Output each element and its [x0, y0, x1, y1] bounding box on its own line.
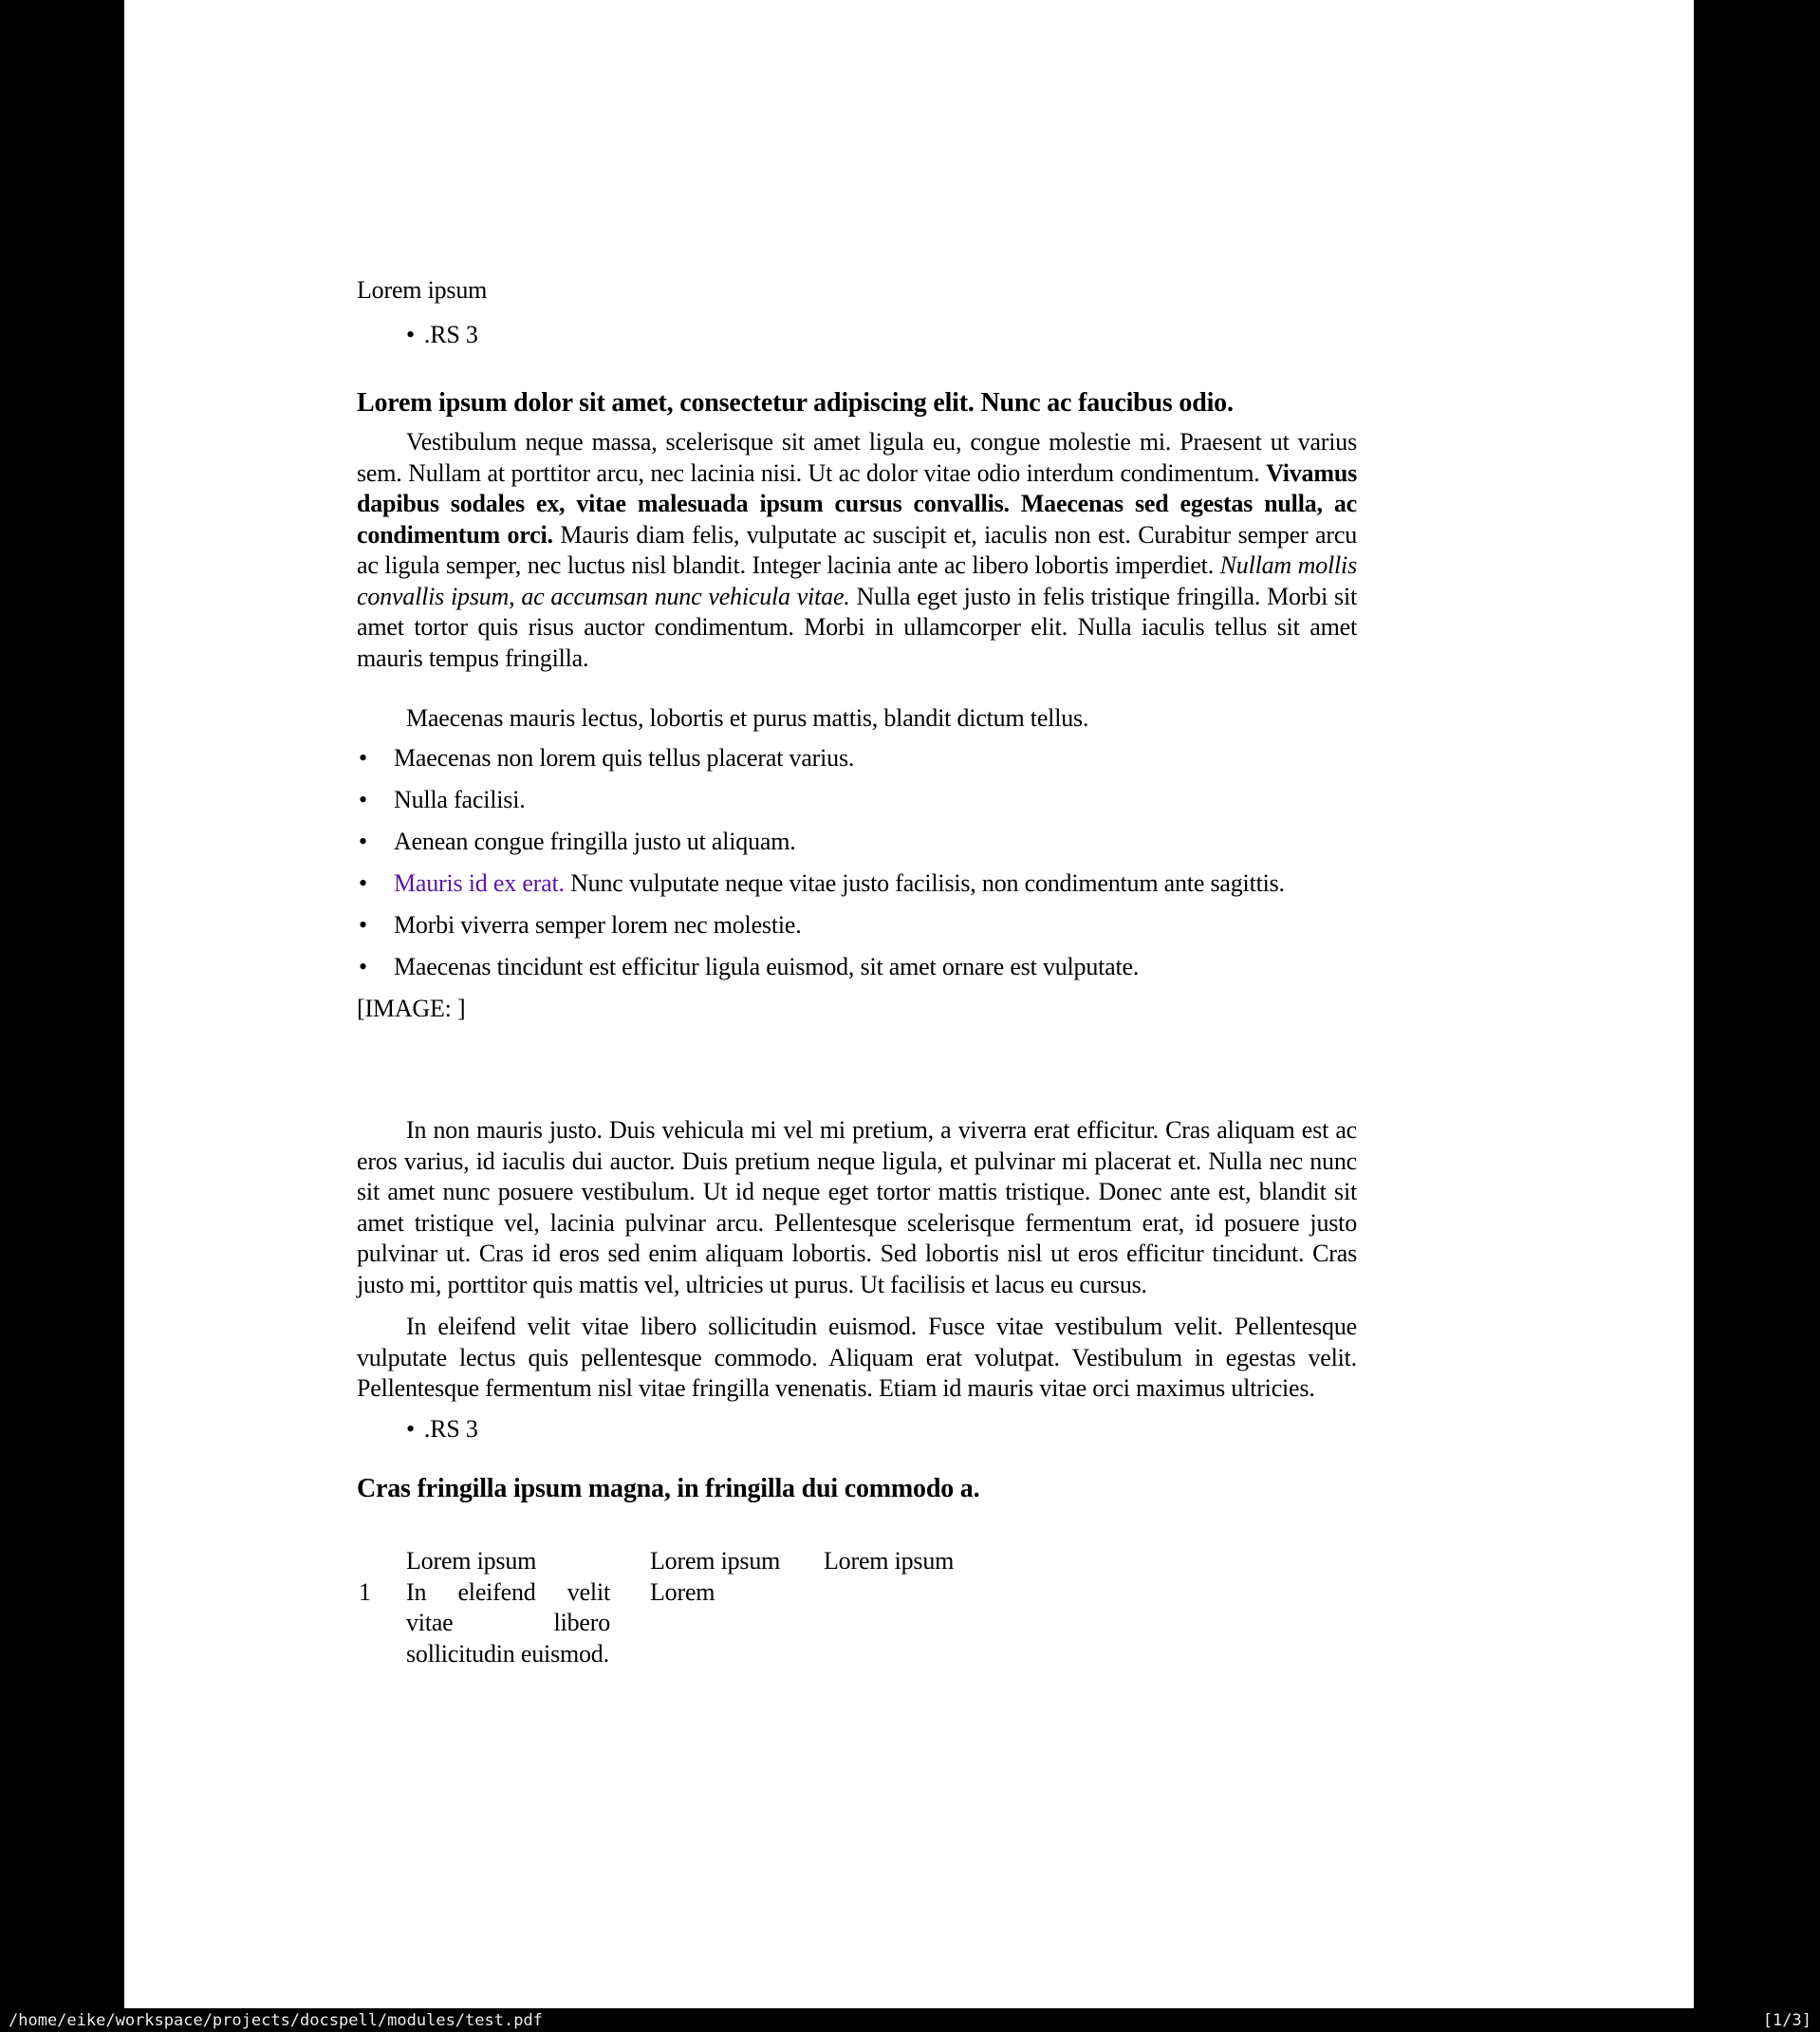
list-item [357, 743, 1357, 774]
list-item [357, 785, 1357, 816]
text-run: Maecenas tincidunt est efficitur ligula euismod, sit amet ornare est vulputate. [394, 952, 1140, 980]
paragraph [357, 427, 1357, 674]
list-item [357, 868, 1357, 900]
section-heading: Lorem ipsum dolor sit amet, consectetur adipiscing elit. Nunc ac faucibus odio. [357, 388, 1234, 418]
document-content [357, 0, 1357, 1669]
table-header: Lorem ipsum [406, 1547, 537, 1575]
document-link[interactable]: Mauris id ex erat. [394, 868, 571, 897]
statusbar-page-indicator: [1/3] [1762, 2010, 1811, 2030]
bullet-icon: • [359, 952, 367, 980]
statusbar [0, 2008, 1820, 2032]
list-item-text [394, 868, 1357, 900]
text-run: Vestibulum neque massa, scelerisque sit amet ligula eu, congue molestie mi. Praesent ut varius sem. Nullam at porttitor arcu, nec lacinia nisi. Ut ac dolor vitae odio interdum condimentum. [357, 428, 1357, 487]
rs-list-item [406, 320, 1357, 351]
statusbar-file-path: /home/eike/workspace/projects/docspell/modules/test.pdf [9, 2010, 543, 2030]
table-header: Lorem ipsum [650, 1547, 781, 1575]
table-cell: Lorem [650, 1577, 715, 1606]
intro-text: Lorem ipsum [357, 276, 488, 304]
table-header: Lorem ipsum [824, 1547, 955, 1575]
bullet-icon: • [359, 743, 367, 772]
bullet-icon: • [359, 910, 367, 939]
list-item-text [394, 785, 1357, 816]
paragraph: Maecenas mauris lectus, lobortis et purus mattis, blandit dictum tellus. [406, 704, 1089, 732]
list-item-text [394, 743, 1357, 774]
text-run: Aenean congue fringilla justo ut aliquam. [394, 827, 796, 855]
text-run: Nulla facilisi. [394, 785, 526, 813]
document-table [357, 1546, 1357, 1669]
rs-item-text: .RS 3 [423, 320, 478, 348]
rs-item-text: .RS 3 [423, 1414, 478, 1443]
bullet-list [357, 743, 1357, 983]
list-item-text [394, 952, 1357, 983]
list-item [357, 910, 1357, 941]
list-item [357, 952, 1357, 983]
text-run: Morbi viverra semper lorem nec molestie. [394, 910, 802, 939]
list-item [357, 827, 1357, 858]
pdf-page [124, 0, 1694, 2008]
table-cell [824, 1577, 1004, 1670]
text-run: Vivamus dapibus sodales ex, vitae malesuada ipsum cursus convallis. Maecenas sed egestas nulla, ac condimentum orci. [357, 458, 1357, 549]
table-row-number: 1 [359, 1577, 371, 1606]
paragraph: In non mauris justo. Duis vehicula mi vel mi pretium, a viverra erat efficitur. Cras aliquam est ac eros varius, id iaculis dui auctor. Duis pretium neque ligula, et pulvinar mi placerat et. Nulla nec nunc sit amet nunc posuere vestibulum. Ut id neque eget tortor mattis tristique. Donec ante est, blandit sit amet tristique vel, lacinia pulvinar arcu. Pellentesque scelerisque fermentum erat, id posuere justo pulvinar ut. Cras id eros sed enim aliquam lobortis. Sed lobortis nisl ut eros efficitur tincidunt. Cras justo mi, porttitor quis mattis vel, ultricies ut purus. Ut facilisis et lacus eu cursus. [357, 1116, 1357, 1298]
text-run: Nunc vulputate neque vitae justo facilisis, non condimentum ante sagittis. [570, 868, 1285, 897]
text-run: Maecenas non lorem quis tellus placerat varius. [394, 743, 855, 772]
bullet-icon: • [359, 827, 367, 855]
list-item-text [394, 910, 1357, 941]
section-heading: Cras fringilla ipsum magna, in fringilla dui commodo a. [357, 1474, 980, 1503]
text-run: Nulla eget justo in felis tristique fringilla. Morbi sit amet tortor quis risus auctor condimentum. Morbi in ullamcorper elit. Nulla iaculis tellus sit amet mauris tempus fringilla. [357, 582, 1357, 672]
bullet-icon: • [406, 1414, 415, 1443]
bullet-icon: • [359, 785, 367, 813]
text-run: Mauris diam felis, vulputate ac suscipit et, iaculis non est. Curabitur semper arcu ac ligula semper, nec luctus nisl blandit. Integer lacinia ante ac libero lobortis imperdiet. [357, 520, 1357, 579]
rs-list-item [406, 1414, 1357, 1445]
image-placeholder: [IMAGE: ] [357, 994, 466, 1022]
text-run: Nullam mollis convallis ipsum, ac accumsan nunc vehicula vitae. [357, 551, 1358, 610]
bullet-icon: • [359, 868, 367, 897]
bullet-icon: • [406, 320, 415, 348]
table-cell: In eleifend velit vitae libero sollicitudin euismod. [406, 1577, 610, 1668]
list-item-text [394, 827, 1357, 858]
table-header-spacer [357, 1546, 406, 1577]
paragraph: In eleifend velit vitae libero sollicitudin euismod. Fusce vitae vestibulum velit. Pellentesque vulputate lectus quis pellentesque commodo. Aliquam erat volutpat. Vestibulum in egestas velit. Pellentesque fermentum nisl vitae fringilla venenatis. Etiam id mauris vitae orci maximus ultricies. [357, 1313, 1357, 1402]
